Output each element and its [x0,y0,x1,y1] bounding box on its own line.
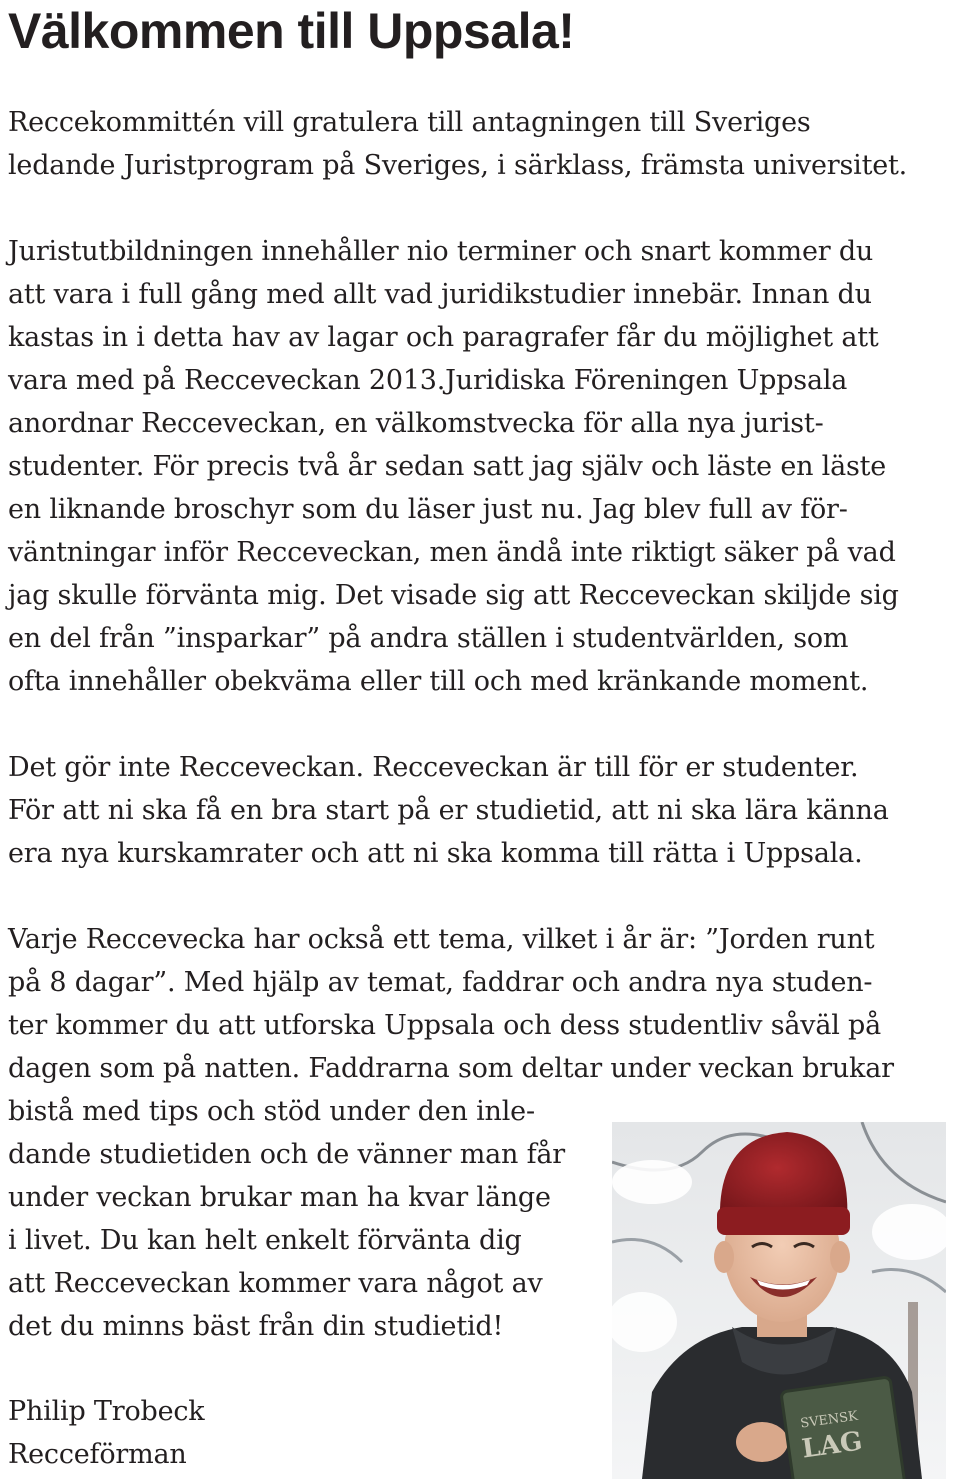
text-line: väntningar inför Recceveckan, men ändå inte riktigt säker på vad [8,537,896,568]
text-line: bistå med tips och stöd under den inle- [8,1096,535,1127]
text-line: Juristutbildningen innehåller nio terminer och snart kommer du [8,236,874,267]
paragraph-program [8,230,899,703]
text-line: en del från ”insparkar” på andra ställen i studentvärlden, som [8,623,849,654]
text-line: ter kommer du att utforska Uppsala och dess studentliv såväl på [8,1010,882,1041]
paragraph-intro [8,101,907,187]
text-line: en liknande broschyr som du läser just nu. Jag blev full av för- [8,494,848,525]
page-title: Välkommen till Uppsala! [8,3,575,59]
text-line: det du minns bäst från din studietid! [8,1311,504,1342]
text-line: ofta innehåller obekväma eller till och med kränkande moment. [8,666,869,697]
text-line: jag skulle förvänta mig. Det visade sig att Recceveckan skiljde sig [8,580,899,611]
signature-name: Philip Trobeck [8,1396,205,1427]
text-line: under veckan brukar man ha kvar länge [8,1182,551,1213]
text-line: dagen som på natten. Faddrarna som deltar under veckan brukar [8,1053,894,1084]
text-line: dande studietiden och de vänner man får [8,1139,565,1170]
signature-role: Recceförman [8,1439,187,1470]
text-line: För att ni ska få en bra start på er studietid, att ni ska lära känna [8,795,889,826]
text-line: i livet. Du kan helt enkelt förvänta dig [8,1225,522,1256]
text-line: studenter. För precis två år sedan satt jag själv och läste en läste [8,451,887,482]
text-line: på 8 dagar”. Med hjälp av temat, faddrar och andra nya studen- [8,967,873,998]
text-line: kastas in i detta hav av lagar och paragrafer får du möjlighet att [8,322,879,353]
text-line: era nya kurskamrater och att ni ska komma till rätta i Uppsala. [8,838,863,869]
text-line: vara med på Recceveckan 2013.Juridiska Föreningen Uppsala [8,365,848,396]
signature [8,1390,204,1476]
book-label-main: LAG [799,1426,865,1465]
book-label-top: SVENSK [799,1408,859,1432]
text-line: Varje Reccevecka har också ett tema, vilket i år är: ”Jorden runt [8,924,875,955]
portrait-photo [612,1122,946,1479]
text-line: att Recceveckan kommer vara något av [8,1268,543,1299]
text-line: ledande Juristprogram på Sveriges, i särklass, främsta universitet. [8,150,908,181]
text-line: Det gör inte Recceveckan. Recceveckan är till för er studenter. [8,752,859,783]
text-line: anordnar Recceveckan, en välkomstvecka för alla nya jurist- [8,408,824,439]
paragraph-recceveckan [8,746,889,875]
text-line: Reccekommittén vill gratulera till antagningen till Sveriges [8,107,811,138]
text-line: att vara i full gång med allt vad juridikstudier innebär. Innan du [8,279,872,310]
